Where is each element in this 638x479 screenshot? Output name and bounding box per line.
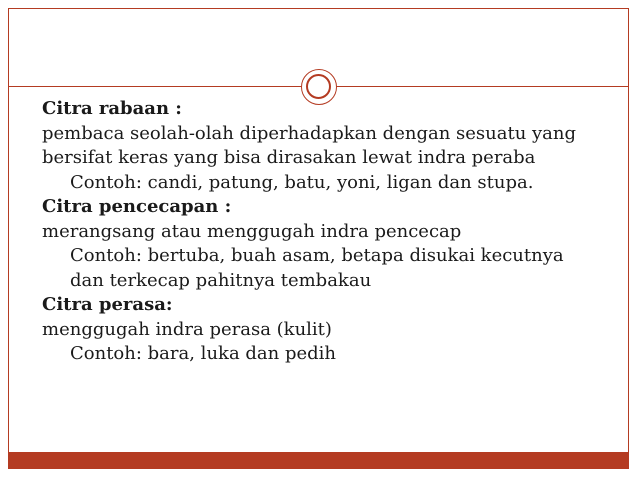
section-definition-perasa: menggugah indra perasa (kulit) [42,318,332,340]
section-heading-pencecapan: Citra pencecapan : [42,196,232,217]
section-definition-rabaan: pembaca seolah-olah diperhadapkan dengan sesuatu yang bersifat keras yang bisa dirasakan lewat indra peraba [42,122,577,168]
section-example-rabaan: Contoh: candi, patung, batu, yoni, ligan dan stupa. [70,171,534,193]
section-definition-pencecapan: merangsang atau menggugah indra pencecap [42,220,462,242]
section-example-perasa: Contoh: bara, luka dan pedih [70,343,337,364]
circle-ornament-inner [306,74,331,99]
slide-body [42,97,602,367]
footer-accent-bar [8,452,629,469]
section-heading-rabaan: Citra rabaan : [42,98,182,119]
section-heading-perasa: Citra perasa: [42,294,173,315]
section-example-pencecapan: Contoh: bertuba, buah asam, betapa disukai kecutnya dan terkecap pahitnya tembakau [70,245,564,291]
